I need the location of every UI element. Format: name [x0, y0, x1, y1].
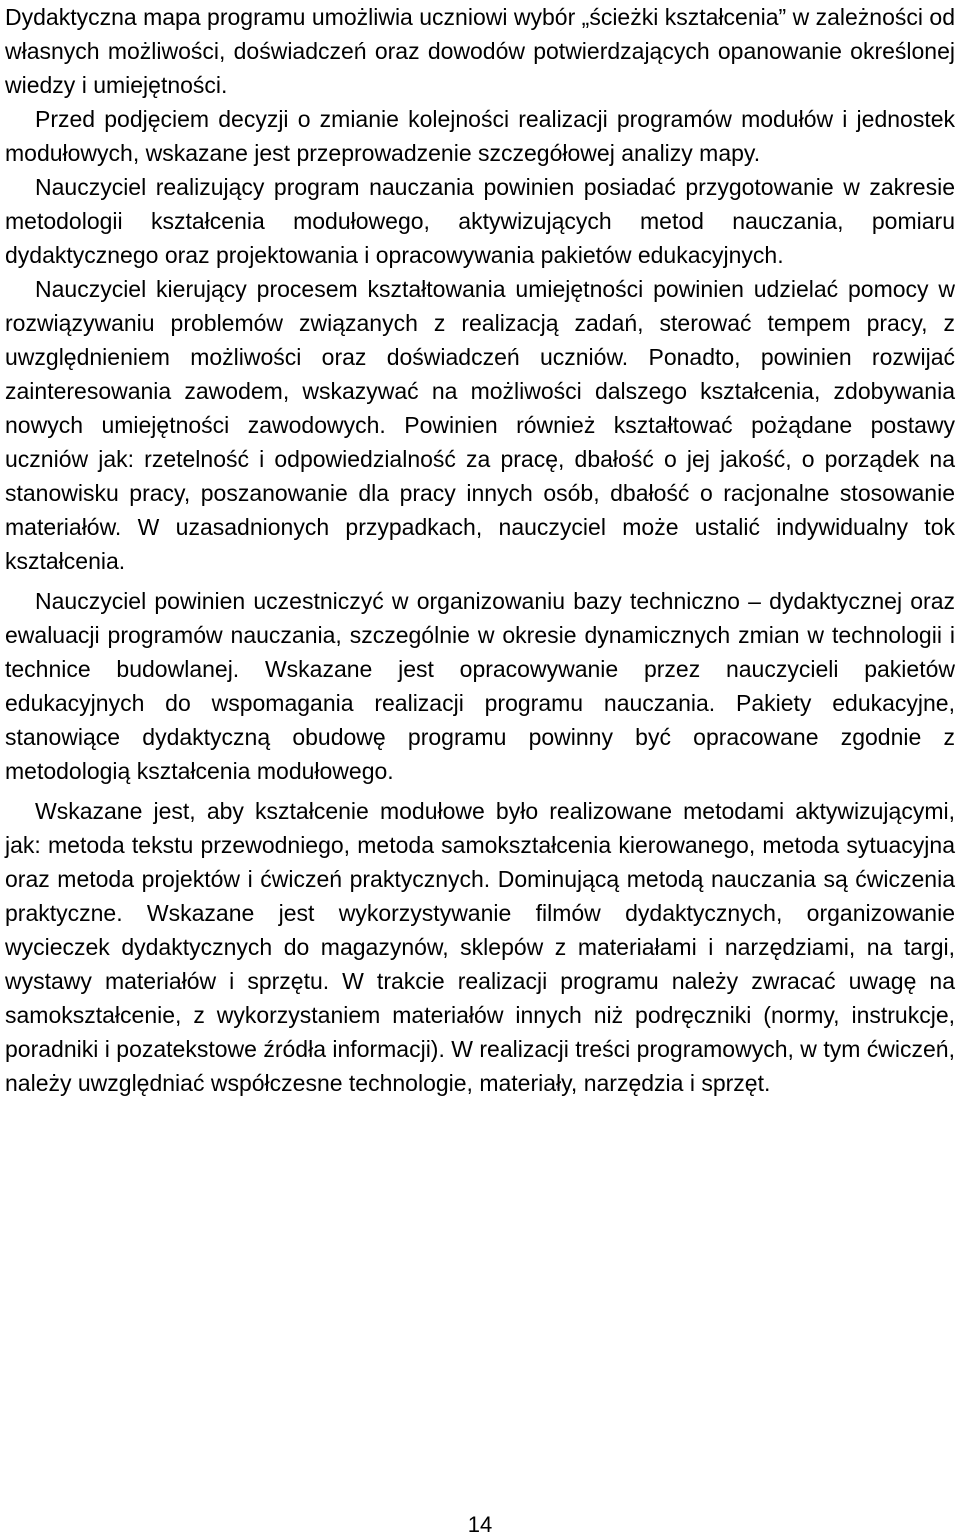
page-number: 14 [467, 1512, 493, 1537]
paragraph-teacher-role: Nauczyciel kierujący procesem kształtowania umiejętności powinien udzielać pomocy w rozwiązywaniu problemów związanych z realizacją zadań, sterować tempem pracy, z uwzględnieniem możliwości oraz doświadczeń uczniów. Ponadto, powinien rozwijać zainteresowania zawodem, wskazywać na możliwości dalszego kształcenia, zdobywania nowych umiejętności zawodowych. Powinien również kształtować pożądane postawy uczniów jak: rzetelność i odpowiedzialność za pracę, dbałość o jej jakość, o porządek na stanowisku pracy, poszanowanie dla pracy innych osób, dbałość o racjonalne stosowanie materiałów. W uzasadnionych przypadkach, nauczyciel może ustalić indywidualny tok kształcenia. [5, 276, 955, 574]
paragraph-teaching-methods: Wskazane jest, aby kształcenie modułowe było realizowane metodami aktywizującymi, jak: metoda tekstu przewodniego, metoda samokształcenia kierowanego, metoda sytuacyjna oraz metoda projektów i ćwiczeń praktycznych. Dominującą metodą nauczania są ćwiczenia praktyczne. Wskazane jest wykorzystywanie filmów dydaktycznych, organizowanie wycieczek dydaktycznych do magazynów, sklepów z materiałami i narzędziami, na targi, wystawy materiałów i sprzętu. W trakcie realizacji programu należy zwracać uwagę na samokształcenie, z wykorzystaniem materiałów innych niż podręczniki (normy, instrukcje, poradniki i pozatekstowe źródła informacji). W realizacji treści programowych, w tym ćwiczeń, należy uwzględniać współczesne technologie, materiały, narzędzia i sprzęt. [5, 798, 955, 1096]
document-body [5, 0, 955, 1100]
paragraph-map-analysis: Przed podjęciem decyzji o zmianie kolejności realizacji programów modułów i jednostek modułowych, wskazane jest przeprowadzenie szczegółowej analizy mapy. [5, 106, 955, 166]
paragraph-teacher-qualifications: Nauczyciel realizujący program nauczania powinien posiadać przygotowanie w zakresie metodologii kształcenia modułowego, aktywizujących metod nauczania, pomiaru dydaktycznego oraz projektowania i opracowywania pakietów edukacyjnych. [5, 174, 955, 268]
paragraph-map-intro: Dydaktyczna mapa programu umożliwia uczniowi wybór „ścieżki kształcenia” w zależności od własnych możliwości, doświadczeń oraz dowodów potwierdzających opanowanie określonej wiedzy i umiejętności. [5, 4, 955, 98]
paragraph-teaching-base: Nauczyciel powinien uczestniczyć w organizowaniu bazy techniczno – dydaktycznej oraz ewaluacji programów nauczania, szczególnie w okresie dynamicznych zmian w technologii i technice budowlanej. Wskazane jest opracowywanie przez nauczycieli pakietów edukacyjnych do wspomagania realizacji programu nauczania. Pakiety edukacyjne, stanowiące dydaktyczną obudowę programu powinny być opracowane zgodnie z metodologią kształcenia modułowego. [5, 588, 955, 784]
